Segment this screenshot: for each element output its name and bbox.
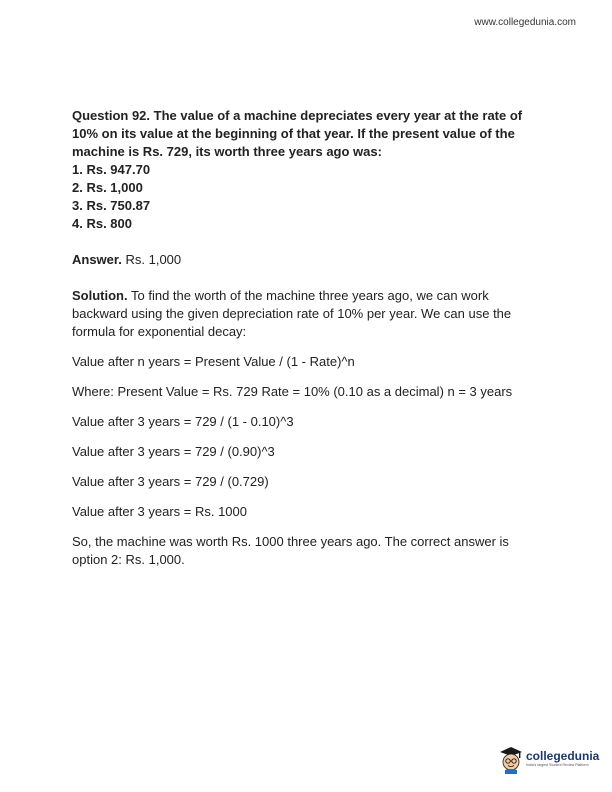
answer-label: Answer. xyxy=(72,252,122,267)
option-2: 2. Rs. 1,000 xyxy=(72,180,143,195)
option-1: 1. Rs. 947.70 xyxy=(72,162,151,177)
option-4: 4. Rs. 800 xyxy=(72,216,132,231)
answer-line xyxy=(72,251,547,269)
collegedunia-logo xyxy=(498,744,599,774)
graduate-mascot-icon xyxy=(498,744,524,774)
option-3: 3. Rs. 750.87 xyxy=(72,198,151,213)
question-text: Question 92. The value of a machine depreciates every year at the rate of 10% on its value at the beginning of that year. If the present value of the machine is Rs. 729, its worth three years ago was: xyxy=(72,108,523,159)
solution-step-result: Value after 3 years = Rs. 1000 xyxy=(72,504,247,519)
options-list xyxy=(72,161,547,233)
logo-tagline: India's largest Student Review Platform xyxy=(526,763,589,767)
solution-step-evaluate: Value after 3 years = 729 / (0.729) xyxy=(72,474,269,489)
answer-value: Rs. 1,000 xyxy=(125,252,182,267)
document-body xyxy=(72,107,547,569)
solution-intro-text: To find the worth of the machine three years ago, we can work backward using the given depreciation rate of 10% per year. We can use the formula for exponential decay: xyxy=(72,288,512,339)
solution-label: Solution. xyxy=(72,288,128,303)
solution-conclusion: So, the machine was worth Rs. 1000 three years ago. The correct answer is option 2: Rs. 1,000. xyxy=(72,534,509,567)
solution-step-substitute: Value after 3 years = 729 / (1 - 0.10)^3 xyxy=(72,414,294,429)
solution-step-simplify: Value after 3 years = 729 / (0.90)^3 xyxy=(72,444,275,459)
logo-brand-name: collegedunia xyxy=(526,749,600,763)
solution-step-formula: Value after n years = Present Value / (1 - Rate)^n xyxy=(72,354,355,369)
solution-step-given: Where: Present Value = Rs. 729 Rate = 10% (0.10 as a decimal) n = 3 years xyxy=(72,384,513,399)
solution-intro xyxy=(72,287,547,341)
header-url: www.collegedunia.com xyxy=(474,17,576,28)
